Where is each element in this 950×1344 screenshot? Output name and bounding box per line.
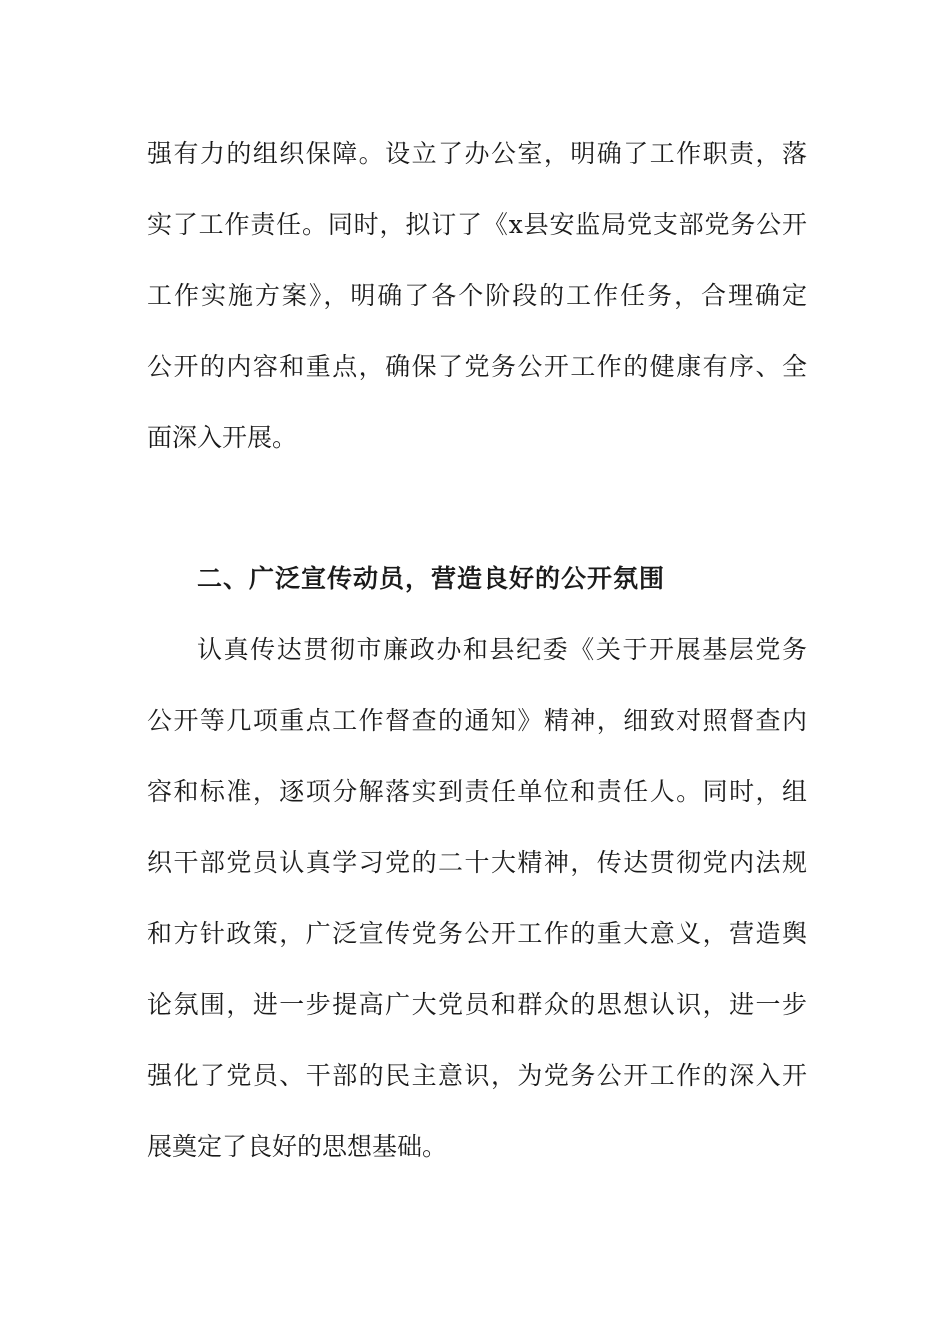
section2-line-4: 织干部党员认真学习党的二十大精神，传达贯彻党内法规	[147, 848, 807, 877]
section2-line-3: 容和标准，逐项分解落实到责任单位和责任人。同时，组	[147, 777, 807, 806]
section2-line-6: 论氛围，进一步提高广大党员和群众的思想认识，进一步	[147, 990, 807, 1019]
section2-line-8: 展奠定了良好的思想基础。	[147, 1132, 448, 1161]
paragraph1-line-1: 强有力的组织保障。设立了办公室，明确了工作职责，落	[147, 139, 807, 168]
section2-line-2: 公开等几项重点工作督查的通知》精神，细致对照督查内	[147, 706, 807, 735]
paragraph1-line-5: 面深入开展。	[147, 423, 298, 452]
section-heading: 二、广泛宣传动员，营造良好的公开氛围	[197, 564, 666, 593]
paragraph1-line-2: 实了工作责任。同时，拟订了《x县安监局党支部党务公开	[147, 210, 807, 239]
section2-line-1: 认真传达贯彻市廉政办和县纪委《关于开展基层党务	[197, 635, 807, 664]
paragraph1-line-4: 公开的内容和重点，确保了党务公开工作的健康有序、全	[147, 352, 807, 381]
section2-line-5: 和方针政策，广泛宣传党务公开工作的重大意义，营造舆	[147, 919, 807, 948]
paragraph1-line-3: 工作实施方案》，明确了各个阶段的工作任务，合理确定	[147, 281, 807, 310]
section2-line-7: 强化了党员、干部的民主意识，为党务公开工作的深入开	[147, 1061, 807, 1090]
